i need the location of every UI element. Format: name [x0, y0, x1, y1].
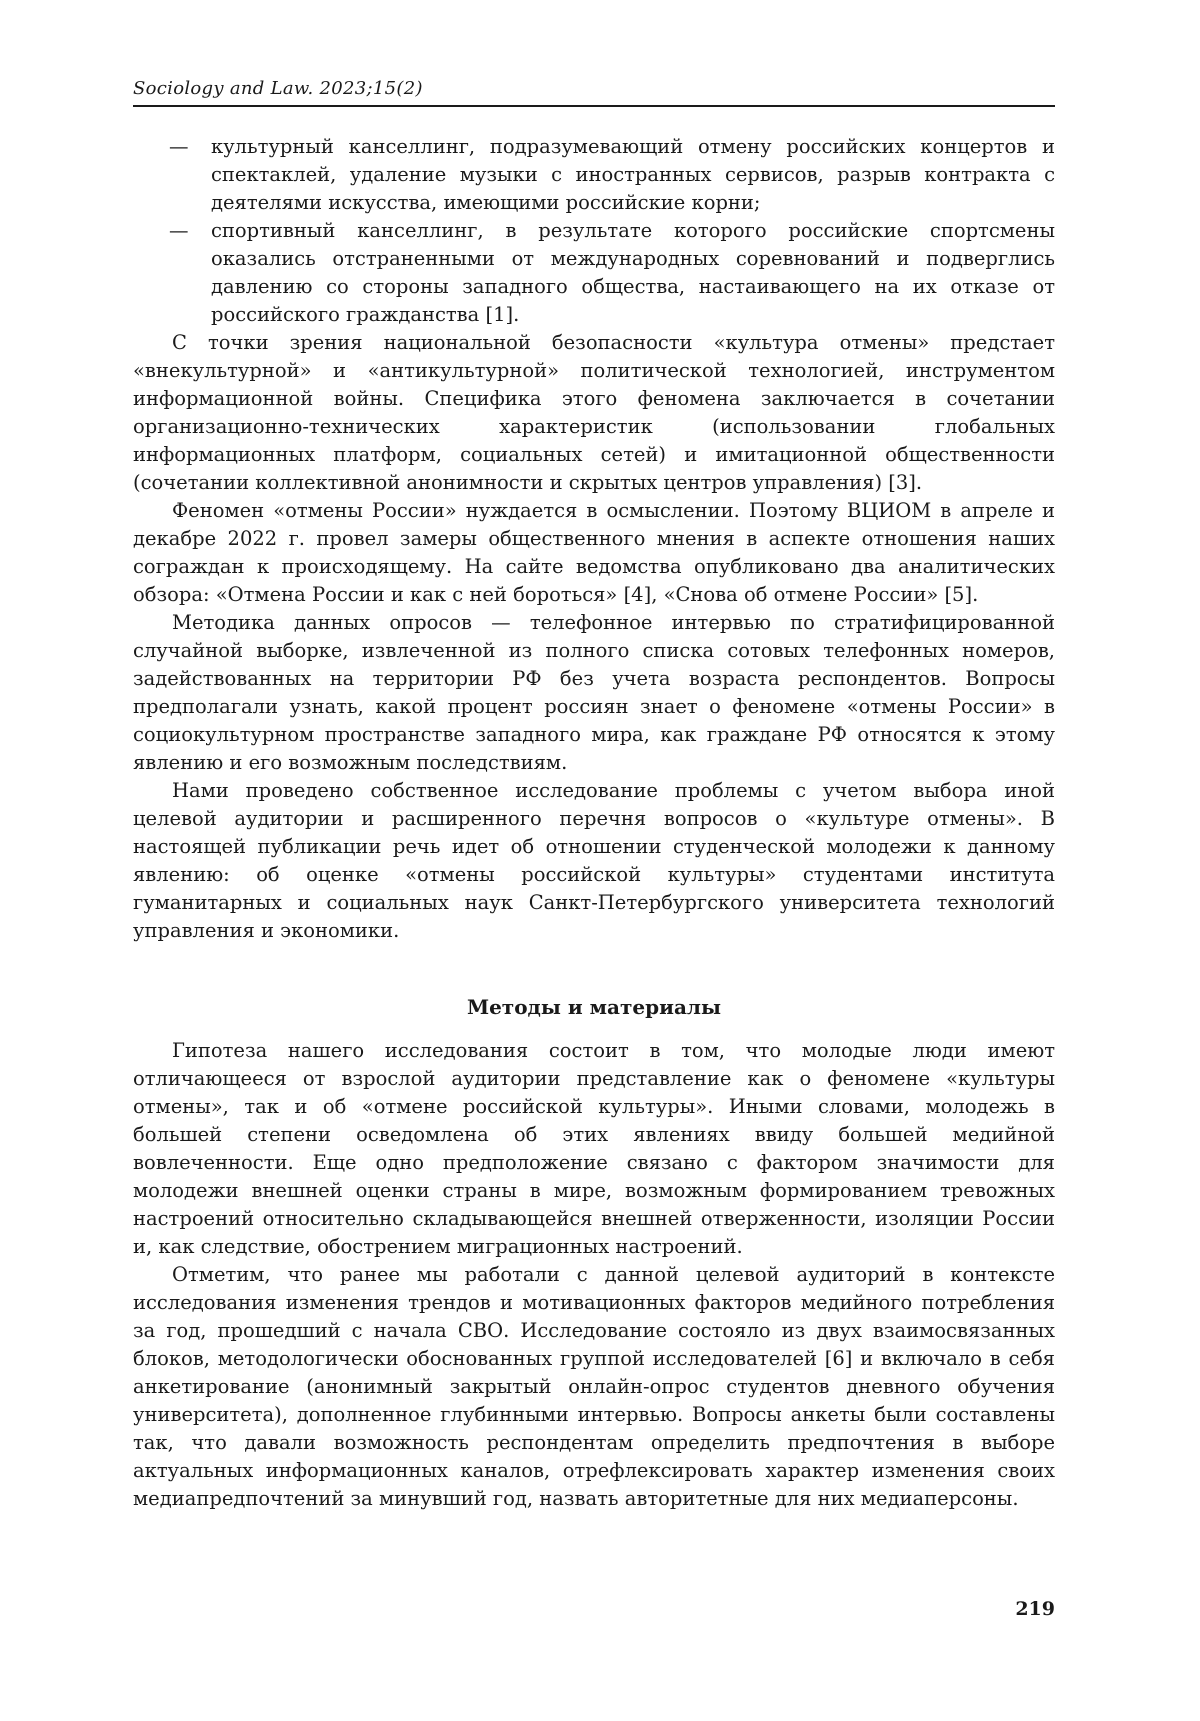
running-header: Sociology and Law. 2023;15(2): [133, 78, 423, 99]
list-item-text: культурный канселлинг, подразумевающий отмену российских концертов и спектаклей, удаление музыки с иностранных сервисов, разрыв контракта с деятелями искусства, имеющими российские корни;: [211, 135, 1055, 214]
page-number: 219: [1015, 1598, 1055, 1620]
paragraph: Отметим, что ранее мы работали с данной целевой аудиторий в контексте исследования изменения трендов и мотивационных факторов медийного потребления за год, прошедший с начала СВО. Исследование состояло из двух взаимосвязанных блоков, методологически обоснованных группой исследователей [6] и включало в себя анкетирование (анонимный закрытый онлайн-опрос студентов дневного обучения университета), дополненное глубинными интервью. Вопросы анкеты были составлены так, что давали возможность респондентам определить предпочтения в выборе актуальных информационных каналов, отрефлексировать характер изменения своих медиапредпочтений за минувший год, назвать авторитетные для них медиаперсоны.: [133, 1263, 1055, 1510]
article-body: [133, 133, 1055, 1513]
header-rule: [133, 105, 1055, 107]
paragraph: Нами проведено собственное исследование проблемы с учетом выбора иной целевой аудитории и расширенного перечня вопросов о «культуре отмены». В настоящей публикации речь идет об отношении студенческой молодежи к данному явлению: об оценке «отмены российской культуры» студентами института гуманитарных и социальных наук Санкт-Петербургского университета технологий управления и экономики.: [133, 779, 1055, 942]
list-item-text: спортивный канселлинг, в результате которого российские спортсмены оказались отстраненными от международных соревнований и подверглись давлению со стороны западного общества, настаивающего на их отказе от российского гражданства [1].: [211, 219, 1055, 326]
list-dash: —: [169, 135, 189, 158]
paragraph: С точки зрения национальной безопасности «культура отмены» предстает «внекультурной» и «антикультурной» политической технологией, инструментом информационной войны. Специфика этого феномена заключается в сочетании организационно-технических характеристик (использовании глобальных информационных платформ, социальных сетей) и имитационной общественности (сочетании коллективной анонимности и скрытых центров управления) [3].: [133, 331, 1055, 494]
list-item: [133, 217, 1055, 329]
list-dash: —: [169, 219, 189, 242]
list-item: [133, 133, 1055, 217]
bullet-list: [133, 133, 1055, 329]
section-title: Методы и материалы: [466, 995, 722, 1019]
paragraph: Феномен «отмены России» нуждается в осмыслении. Поэтому ВЦИОМ в апреле и декабре 2022 г. провел замеры общественного мнения в аспекте отношения наших сограждан к происходящему. На сайте ведомства опубликовано два аналитических обзора: «Отмена России и как с ней бороться» [4], «Снова об отмене России» [5].: [133, 499, 1055, 606]
paragraph: Методика данных опросов — телефонное интервью по стратифицированной случайной выборке, извлеченной из полного списка сотовых телефонных номеров, задействованных на территории РФ без учета возраста респондентов. Вопросы предполагали узнать, какой процент россиян знает о феномене «отмены России» в социокультурном пространстве западного мира, как граждане РФ относятся к этому явлению и его возможным последствиям.: [133, 611, 1055, 774]
paragraph: Гипотеза нашего исследования состоит в том, что молодые люди имеют отличающееся от взрослой аудитории представление как о феномене «культуры отмены», так и об «отмене российской культуры». Иными словами, молодежь в большей степени осведомлена об этих явлениях ввиду большей медийной вовлеченности. Еще одно предположение связано с фактором значимости для молодежи внешней оценки страны в мире, возможным формированием тревожных настроений относительно складывающейся внешней отверженности, изоляции России и, как следствие, обострением миграционных настроений.: [133, 1039, 1055, 1258]
